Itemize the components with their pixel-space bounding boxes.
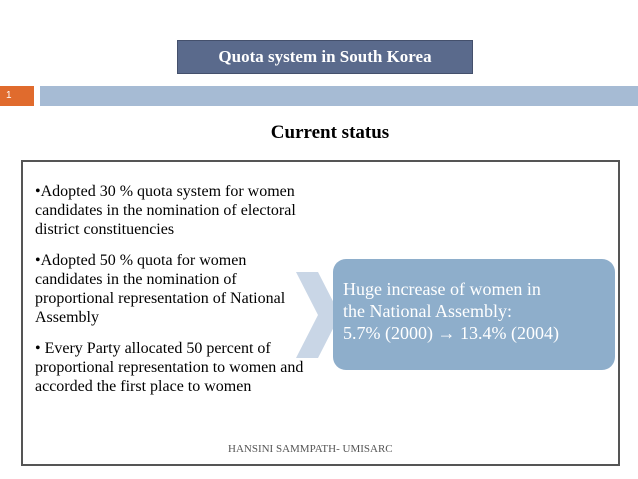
slide-title-text: Quota system in South Korea xyxy=(218,47,432,66)
footer-text: HANSINI SAMMPATH- UMISARC xyxy=(228,443,393,455)
slide-number: 1 xyxy=(6,90,12,101)
slide-subtitle: Current status xyxy=(270,122,390,143)
bullet-item: •Adopted 30 % quota system for women candidates in the nomination of electoral district constituencies xyxy=(35,183,296,238)
bullet-list xyxy=(35,182,305,408)
slide-number-badge xyxy=(0,86,34,106)
bullet-item: •Adopted 50 % quota for women candidates in the nomination of proportional representation of National Assembly xyxy=(35,252,286,326)
bullet-item: • Every Party allocated 50 percent of proportional representation to women and accorded the first place to women xyxy=(35,340,304,395)
result-callout xyxy=(333,259,615,370)
result-line-3: 5.7% (2000) → 13.4% (2004) xyxy=(343,323,559,343)
result-line-1: Huge increase of women in xyxy=(343,279,541,299)
header-bar xyxy=(40,86,638,106)
result-line-2: the National Assembly: xyxy=(343,301,512,321)
slide-title xyxy=(177,40,473,74)
